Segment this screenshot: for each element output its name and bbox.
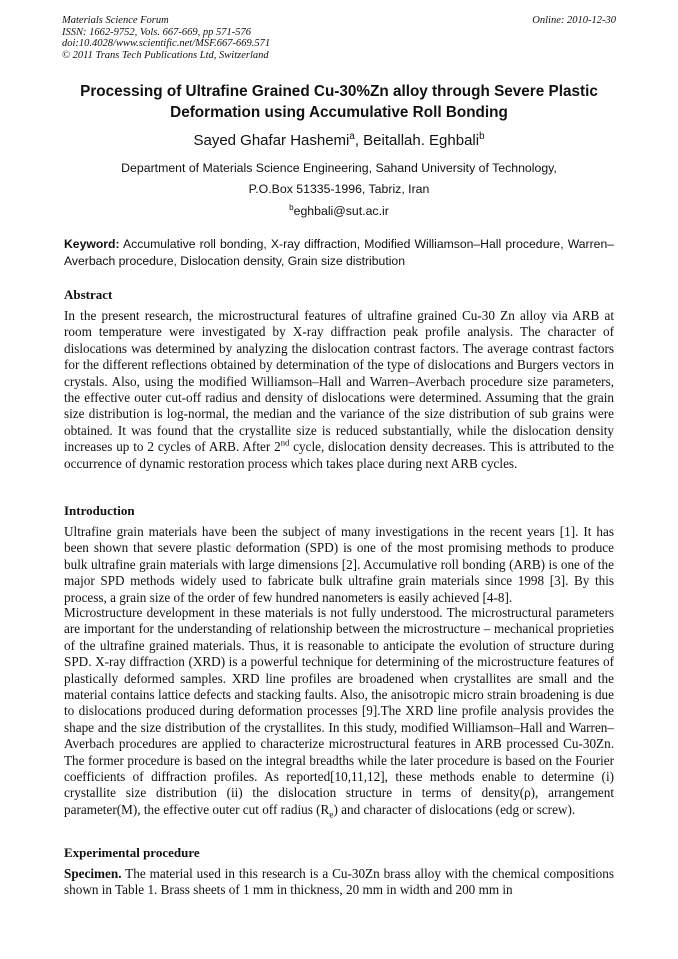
affiliation-line: P.O.Box 51335-1996, Tabriz, Iran bbox=[248, 182, 430, 196]
paper-title bbox=[40, 81, 638, 123]
specimen-label: Specimen. bbox=[64, 866, 122, 881]
keywords-text: Accumulative roll bonding, X-ray diffraction, Modified Williamson–Hall procedure, Warren–Averbach procedure, Dislocation density, Grain size distribution bbox=[64, 237, 614, 268]
author-name: Beitallah. Eghbali bbox=[363, 132, 480, 149]
abstract-text: cycle, dislocation density decreases. This is attributed to the occurrence of dynamic restoration process which takes place during next ARB cycles. bbox=[64, 439, 614, 471]
email-affiliation-mark: b bbox=[289, 202, 294, 212]
paper-title-line2: Deformation using Accumulative Roll Bonding bbox=[170, 104, 508, 121]
experimental-text: The material used in this research is a Cu-30Zn brass alloy with the chemical compositions shown in Table 1. Brass sheets of 1 mm in thickness, 20 mm in width and 200 mm in bbox=[64, 866, 614, 898]
keywords-label: Keyword: bbox=[64, 237, 120, 251]
introduction-text: Microstructure development in these materials is not fully understood. The microstructural parameters are important for the understanding of relationship between the microstructure – mechanical proprieties of the ultrafine grained materials. Thus, it is reasonable to anticipate the evolution of structure during SPD. X-ray diffraction (XRD) is a powerful technique for determining of the microstructure features of plastically deformed samples. XRD line profiles are broadened when crystallites are small and the material contains lattice defects and stacking faults. Also, the anisotropic micro strain broadening is due to dislocations produced during deformation processes [9].The XRD line profile analysis provides the shape and the size distribution of the crystallites. In this study, modified Williamson–Hall and Warren–Averbach procedures are applied to characterize microstructural features in ARB processed Cu-30Zn. The former procedure is based on the integral breadths while the later procedure is based on the Fourier coefficients of diffraction profiles. As reported[10,11,12], these methods enable to determine (i) crystallite size distribution (ii) the dislocation structure in terms of density(ρ), arrangement parameter(M), the effective outer cut off radius (R bbox=[64, 605, 614, 817]
journal-name: Materials Science Forum bbox=[62, 15, 169, 26]
keywords bbox=[64, 236, 614, 270]
journal-doi: doi:10.4028/www.scientific.net/MSF.667-669.571 bbox=[62, 38, 271, 49]
author-list bbox=[0, 131, 678, 151]
affiliation-line: Department of Materials Science Engineering, Sahand University of Technology, bbox=[121, 161, 557, 175]
journal-issn: ISSN: 1662-9752, Vols. 667-669, pp 571-576 bbox=[62, 26, 251, 38]
author-separator: , bbox=[354, 132, 364, 149]
introduction-paragraph bbox=[64, 605, 614, 818]
online-date: Online: 2010-12-30 bbox=[532, 15, 616, 26]
introduction-paragraph: Ultrafine grain materials have been the subject of many investigations in the recent years [1]. It has been shown that severe plastic deformation (SPD) is one of the most promising methods to produce bulk ultrafine grain materials with large dimensions [2]. Accumulative roll bonding (ARB) is one of the major SPD methods widely used to fabricate bulk ultrafine grain materials since 1998 [3]. By this process, a grain size of the order of few hundred nanometers is easily achieved [4-8]. bbox=[64, 524, 614, 605]
email-address: eghbali@sut.ac.ir bbox=[293, 204, 389, 218]
author-affiliation-mark: a bbox=[349, 131, 355, 142]
radius-subscript: e bbox=[329, 809, 334, 820]
author-affiliation-mark: b bbox=[479, 131, 485, 142]
journal-header bbox=[62, 15, 616, 61]
author-email bbox=[0, 203, 678, 219]
author-name: Sayed Ghafar Hashemi bbox=[193, 132, 350, 149]
section-heading-abstract: Abstract bbox=[64, 287, 113, 302]
journal-copyright: © 2011 Trans Tech Publications Ltd, Switzerland bbox=[62, 49, 269, 61]
abstract-paragraph bbox=[64, 308, 614, 472]
section-heading-experimental: Experimental procedure bbox=[64, 845, 200, 860]
introduction-text: ) and character of dislocations (edg or screw). bbox=[333, 801, 576, 817]
section-heading-introduction: Introduction bbox=[64, 503, 135, 518]
experimental-paragraph bbox=[64, 866, 614, 899]
ordinal-suffix: nd bbox=[280, 437, 290, 448]
paper-title-line1: Processing of Ultrafine Grained Cu-30%Zn alloy through Severe Plastic bbox=[80, 83, 598, 100]
abstract-text: In the present research, the microstructural features of ultrafine grained Cu-30 Zn alloy via ARB at room temperature were investigated by X-ray diffraction peak profile analysis. The character of dislocations was determined by analyzing the dislocation contrast factors. The average contrast factors for the different reflections obtained by determination of the type of dislocations and Burgers vectors in crystals. Also, using the modified Williamson–Hall and Warren–Averbach procedure size parameters, the effective outer cut-off radius and density of dislocations were determined. Assuming that the grain size distribution is log-normal, the median and the variance of the size distribution of sub grains were obtained. It was found that the crystallite size is reduced substantially, while the dislocation density increases up to 2 cycles of ARB. After 2 bbox=[64, 308, 614, 455]
